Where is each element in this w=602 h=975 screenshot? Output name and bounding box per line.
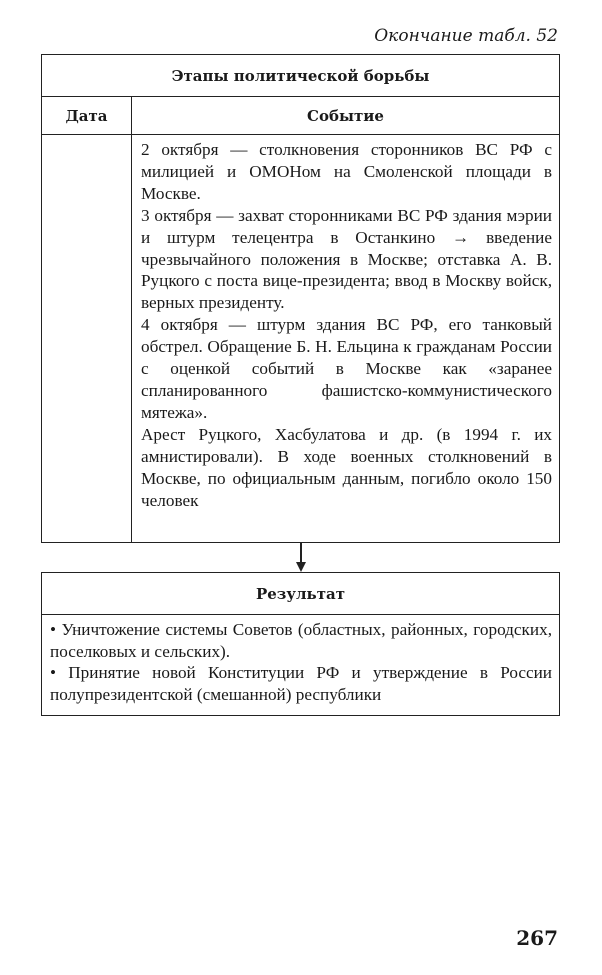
result-item: • Уничтожение системы Советов (областных, районных, городских, поселковых и сельских). xyxy=(50,620,552,661)
table-title: Этапы политической борьбы xyxy=(42,55,559,97)
event-paragraph-oct-2: 2 октября — столкновения сторонников ВС РФ с милицией и ОМОНом на Смоленской площади в Москве. xyxy=(141,140,552,203)
result-list xyxy=(42,615,559,705)
result-title: Результат xyxy=(42,573,559,615)
event-paragraph-oct-4: 4 октября — штурм здания ВС РФ, его танковый обстрел. Обращение Б. Н. Ельцина к гражданам России с оценкой событий в Москве как «заранее спланированного фашистско-коммунистического мятежа». xyxy=(141,315,552,422)
column-header-date: Дата xyxy=(42,97,132,134)
page-number: 267 xyxy=(516,926,558,950)
column-header-event: Событие xyxy=(307,106,384,125)
result-box xyxy=(41,572,560,716)
table-row xyxy=(42,135,559,543)
event-paragraph-oct-3: 3 октября — захват сторонниками ВС РФ здания мэрии и штурм телецентра в Останкино → введение чрезвычайного положения в Москве; отставка А. В. Руцкого с поста вице-президента; ввод в Москву войск, верных президенту. xyxy=(141,205,552,313)
event-cell xyxy=(132,135,559,543)
result-item: • Принятие новой Конституции РФ и утверждение в России полупрезидентской (смешанной) республики xyxy=(50,663,552,704)
table-continuation-label: Окончание табл. 52 xyxy=(374,26,558,46)
date-cell xyxy=(42,135,132,543)
event-paragraph-arrest: Арест Руцкого, Хасбулатова и др. (в 1994 г. их амнистировали). В ходе военных столкновений в Москве, по официальным данным, погибло около 150 человек xyxy=(141,424,552,510)
down-arrow-icon xyxy=(293,543,309,573)
political-struggle-table xyxy=(41,54,560,543)
table-header-row xyxy=(42,97,559,135)
